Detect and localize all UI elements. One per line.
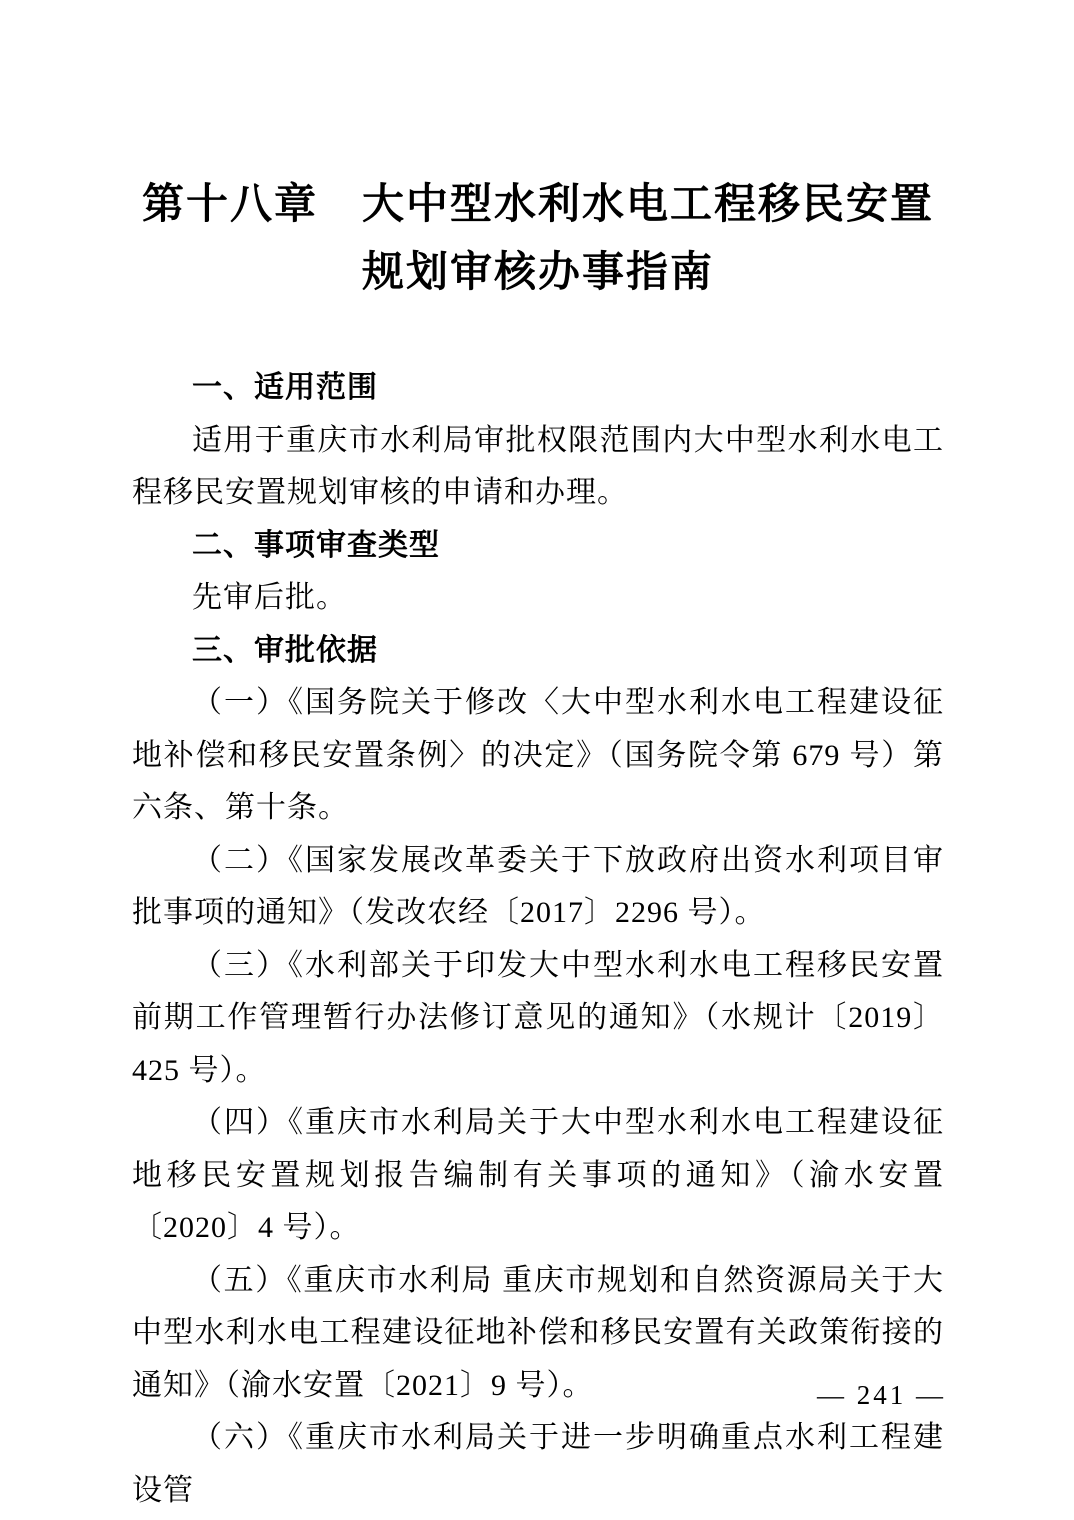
section-review-type	[132, 520, 944, 625]
paragraph-basis-item-4: （四）《重庆市水利局关于大中型水利水电工程建设征地移民安置规划报告编制有关事项的通知》（渝水安置〔2020〕4 号）。	[132, 1106, 944, 1244]
paragraph-basis-item-5: （五）《重庆市水利局 重庆市规划和自然资源局关于大中型水利水电工程建设征地补偿和移民安置有关政策衔接的通知》（渝水安置〔2021〕9 号）。	[132, 1263, 944, 1402]
chapter-title-line2: 规划审核办事指南	[361, 248, 714, 295]
section-heading-review-type: 二、事项审查类型	[192, 528, 440, 562]
paragraph-basis-item-3: （三）《水利部关于印发大中型水利水电工程移民安置前期工作管理暂行办法修订意见的通知》（水规计〔2019〕425 号）。	[132, 948, 944, 1087]
chapter-title	[132, 170, 944, 306]
paragraph-basis-item-1: （一）《国务院关于修改〈大中型水利水电工程建设征地补偿和移民安置条例〉的决定》（国务院令第 679 号）第六条、第十条。	[132, 686, 944, 824]
section-scope	[132, 362, 944, 520]
page-number: — 241 —	[817, 1380, 946, 1410]
paragraph-review-type: 先审后批。	[192, 581, 347, 614]
document-content	[132, 170, 944, 1517]
section-heading-scope: 一、适用范围	[192, 371, 378, 404]
chapter-title-line1: 第十八章 大中型水利水电工程移民安置	[141, 180, 934, 227]
paragraph-basis-item-6: （六）《重庆市水利局关于进一步明确重点水利工程建设管	[132, 1421, 944, 1507]
paragraph-scope: 适用于重庆市水利局审批权限范围内大中型水利水电工程移民安置规划审核的申请和办理。	[132, 423, 944, 509]
section-heading-approval-basis: 三、审批依据	[192, 633, 378, 667]
paragraph-basis-item-2: （二）《国家发展改革委关于下放政府出资水利项目审批事项的通知》（发改农经〔2017〕2296 号）。	[132, 843, 944, 929]
